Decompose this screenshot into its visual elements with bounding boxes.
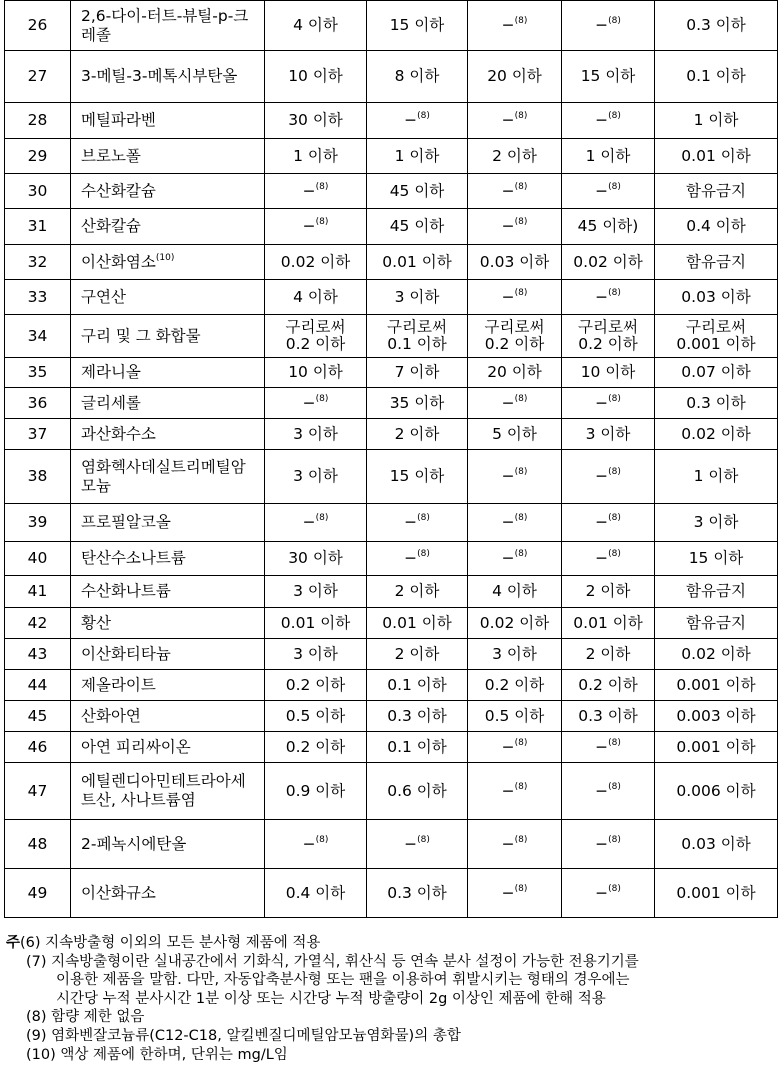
limit-value: 3 이하: [265, 419, 367, 450]
limit-value: 15 이하: [655, 542, 778, 576]
substance-name: 염화헥사데실트리메틸암모늄: [71, 450, 265, 504]
limit-value: 3 이하: [562, 419, 655, 450]
limit-value: 2 이하: [562, 639, 655, 670]
footnote-ref: (8): [514, 549, 528, 559]
limit-value: 구리로써 0.001 이하: [655, 315, 778, 358]
table-row: [5, 820, 778, 869]
row-number: 49: [5, 869, 71, 918]
footnote-8: (8) 함량 제한 없음: [26, 1009, 145, 1026]
limit-value: 20 이하: [468, 358, 562, 388]
limit-value: −$^{(8)}$: [562, 504, 655, 542]
limit-value: −$^{(8)}$: [468, 542, 562, 576]
limit-value: −$^{(8)}$: [468, 869, 562, 918]
footnote-ref: (8): [514, 287, 528, 298]
limit-value: 2 이하: [367, 639, 468, 670]
limit-value: 10 이하: [265, 51, 367, 103]
limit-value: −$^{(8)}$: [562, 820, 655, 869]
limit-value: 0.02 이하: [265, 245, 367, 280]
limit-value: 구리로써 0.2 이하: [468, 315, 562, 358]
footnote-mark: 주: [6, 935, 21, 951]
limit-value: 3 이하: [655, 504, 778, 542]
footnote-ref: (8): [417, 111, 430, 121]
footnote-ref: (8): [315, 181, 329, 192]
table-row: [5, 542, 778, 576]
table-row: [5, 608, 778, 639]
table-row: [5, 504, 778, 542]
limit-value: 3 이하: [367, 280, 468, 315]
limit-value: 함유금지: [655, 608, 778, 639]
limit-value: 4 이하: [468, 576, 562, 608]
row-number: 40: [5, 542, 71, 576]
limit-value: −$^{(8)}$: [265, 174, 367, 209]
row-number: 47: [5, 763, 71, 820]
footnote-ref: (8): [514, 513, 528, 523]
limit-value: 0.4 이하: [655, 209, 778, 245]
row-number: 33: [5, 280, 71, 315]
limit-value: 1 이하: [655, 450, 778, 504]
substance-name: 2,6-다이-터트-뷰틸-p-크레졸: [71, 1, 265, 51]
limit-value: 15 이하: [562, 51, 655, 103]
row-number: 29: [5, 139, 71, 174]
table-row: [5, 419, 778, 450]
limit-value: −$^{(8)}$: [562, 542, 655, 576]
table-row: [5, 1, 778, 51]
substance-name: 구리 및 그 화합물: [71, 315, 265, 358]
footnote-ref: (8): [608, 781, 621, 792]
footnote-ref: (8): [514, 883, 528, 894]
limit-value: 0.03 이하: [468, 245, 562, 280]
limit-value: 0.2 이하: [265, 732, 367, 763]
footnote-ref: (8): [514, 393, 528, 404]
table-row: [5, 639, 778, 670]
limit-value: 0.03 이하: [655, 820, 778, 869]
limit-value: 10 이하: [562, 358, 655, 388]
footnote-7: (7) 지속방출형이란 실내공간에서 기화식, 가열식, 휘산식 등 연속 분사 설정이 가능한 전용기기를: [26, 953, 639, 970]
limit-value: −$^{(8)}$: [468, 103, 562, 139]
table-row: [5, 701, 778, 732]
table-row: [5, 174, 778, 209]
footnote-ref: (8): [514, 737, 528, 748]
table-row: [5, 869, 778, 918]
limit-value: 0.3 이하: [367, 701, 468, 732]
limit-value: −$^{(8)}$: [265, 388, 367, 419]
limit-value: 0.003 이하: [655, 701, 778, 732]
limit-value: −$^{(8)}$: [468, 388, 562, 419]
row-number: 45: [5, 701, 71, 732]
table-row: [5, 139, 778, 174]
limit-value: −$^{(8)}$: [265, 504, 367, 542]
limit-value: 2 이하: [367, 419, 468, 450]
limit-value: 0.5 이하: [468, 701, 562, 732]
substance-name: 산화칼슘: [71, 209, 265, 245]
limit-value: 0.3 이하: [655, 388, 778, 419]
regulation-table: [4, 0, 778, 918]
limit-value: 0.1 이하: [655, 51, 778, 103]
limit-value: 2 이하: [367, 576, 468, 608]
substance-name: 제올라이트: [71, 670, 265, 701]
table-row: [5, 315, 778, 358]
limit-value: −$^{(8)}$: [562, 1, 655, 51]
footnote-ref: (8): [608, 737, 621, 748]
limit-value: 0.01 이하: [367, 608, 468, 639]
limit-value: 35 이하: [367, 388, 468, 419]
substance-name: 메틸파라벤: [71, 103, 265, 139]
limit-value: 3 이하: [468, 639, 562, 670]
footnote-ref: (8): [315, 217, 329, 227]
substance-name: 2-페녹시에탄올: [71, 820, 265, 869]
limit-value: 0.01 이하: [265, 608, 367, 639]
footnote-ref: (8): [514, 111, 528, 121]
table-row: [5, 732, 778, 763]
table-row: [5, 245, 778, 280]
limit-value: −$^{(8)}$: [367, 103, 468, 139]
limit-value: 구리로써 0.2 이하: [562, 315, 655, 358]
limit-value: −$^{(8)}$: [468, 820, 562, 869]
limit-value: −$^{(8)}$: [468, 209, 562, 245]
footnote-ref: (8): [608, 834, 621, 845]
limit-value: −$^{(8)}$: [468, 732, 562, 763]
row-number: 36: [5, 388, 71, 419]
limit-value: 10 이하: [265, 358, 367, 388]
table-row: [5, 51, 778, 103]
limit-value: 2 이하: [468, 139, 562, 174]
limit-value: −$^{(8)}$: [562, 869, 655, 918]
footnote-7-cont-2: 시간당 누적 분사시간 1분 이상 또는 시간당 누적 방출량이 2g 이상인 제품에 한해 적용: [56, 990, 606, 1007]
footnote-ref: (8): [608, 883, 621, 894]
row-number: 43: [5, 639, 71, 670]
limit-value: −$^{(8)}$: [562, 450, 655, 504]
footnote-ref: (8): [608, 111, 621, 121]
limit-value: 2 이하: [562, 576, 655, 608]
limit-value: −$^{(8)}$: [562, 280, 655, 315]
limit-value: 1 이하: [562, 139, 655, 174]
limit-value: 0.2 이하: [468, 670, 562, 701]
limit-value: 7 이하: [367, 358, 468, 388]
footnote-ref: (8): [608, 287, 621, 298]
substance-name: 아연 피리싸이온: [71, 732, 265, 763]
limit-value: 4 이하: [265, 1, 367, 51]
substance-name: 탄산수소나트륨: [71, 542, 265, 576]
substance-name: 이산화티타늄: [71, 639, 265, 670]
limit-value: 3 이하: [265, 576, 367, 608]
substance-name: 에틸렌디아민테트라아세트산, 사나트륨염: [71, 763, 265, 820]
row-number: 37: [5, 419, 71, 450]
limit-value: 0.03 이하: [655, 280, 778, 315]
limit-value: 0.02 이하: [562, 245, 655, 280]
limit-value: −$^{(8)}$: [265, 209, 367, 245]
limit-value: 0.3 이하: [655, 1, 778, 51]
limit-value: 30 이하: [265, 103, 367, 139]
footnote-ref: (8): [417, 513, 430, 523]
table-row: [5, 280, 778, 315]
footnote-7-cont-1: 이용한 제품을 말함. 다만, 자동압축분사형 또는 팬을 이용하여 휘발시키는 형태의 경우에는: [56, 972, 630, 989]
limit-value: 3 이하: [265, 450, 367, 504]
limit-value: 45 이하: [367, 209, 468, 245]
limit-value: −$^{(8)}$: [468, 450, 562, 504]
row-number: 38: [5, 450, 71, 504]
substance-name: 수산화칼슘: [71, 174, 265, 209]
limit-value: 20 이하: [468, 51, 562, 103]
limit-value: −$^{(8)}$: [468, 1, 562, 51]
row-number: 32: [5, 245, 71, 280]
limit-value: 30 이하: [265, 542, 367, 576]
limit-value: 0.2 이하: [265, 670, 367, 701]
table-row: [5, 670, 778, 701]
limit-value: 0.3 이하: [562, 701, 655, 732]
limit-value: −$^{(8)}$: [562, 103, 655, 139]
table-row: [5, 763, 778, 820]
table-row: [5, 576, 778, 608]
limit-value: 0.4 이하: [265, 869, 367, 918]
limit-value: −$^{(8)}$: [265, 820, 367, 869]
limit-value: −$^{(8)}$: [468, 763, 562, 820]
row-number: 46: [5, 732, 71, 763]
footnote-ref: (8): [608, 467, 621, 477]
limit-value: 0.2 이하: [562, 670, 655, 701]
substance-name: 구연산: [71, 280, 265, 315]
limit-value: 5 이하: [468, 419, 562, 450]
row-number: 35: [5, 358, 71, 388]
substance-name: 프로필알코올: [71, 504, 265, 542]
footnote-ref: (8): [514, 834, 528, 845]
footnote-ref: (8): [514, 217, 528, 227]
limit-value: 0.07 이하: [655, 358, 778, 388]
footnote-ref: (8): [608, 549, 621, 559]
row-number: 28: [5, 103, 71, 139]
limit-value: 4 이하: [265, 280, 367, 315]
footnote-ref: (8): [315, 513, 329, 523]
table-row: [5, 103, 778, 139]
footnote-ref: (8): [608, 181, 621, 192]
limit-value: −$^{(8)}$: [468, 174, 562, 209]
substance-name: 글리세롤: [71, 388, 265, 419]
row-number: 39: [5, 504, 71, 542]
footnotes: [6, 934, 776, 1064]
limit-value: 0.02 이하: [655, 639, 778, 670]
table-row: [5, 358, 778, 388]
footnote-10: (10) 액상 제품에 한하며, 단위는 mg/L임: [26, 1046, 288, 1063]
limit-value: 1 이하: [367, 139, 468, 174]
limit-value: −$^{(8)}$: [468, 504, 562, 542]
row-number: 41: [5, 576, 71, 608]
substance-name: 이산화염소$^{(10)}$: [71, 245, 265, 280]
limit-value: −$^{(8)}$: [468, 280, 562, 315]
limit-value: 45 이하): [562, 209, 655, 245]
limit-value: 0.01 이하: [367, 245, 468, 280]
limit-value: 1 이하: [265, 139, 367, 174]
limit-value: 0.02 이하: [468, 608, 562, 639]
limit-value: −$^{(8)}$: [367, 820, 468, 869]
footnote-6: 주(6) 지속방출형 이외의 모든 분사형 제품에 적용: [6, 935, 321, 951]
limit-value: 함유금지: [655, 174, 778, 209]
substance-name: 브로노폴: [71, 139, 265, 174]
substance-name: 수산화나트륨: [71, 576, 265, 608]
limit-value: 0.006 이하: [655, 763, 778, 820]
table-row: [5, 209, 778, 245]
limit-value: 15 이하: [367, 1, 468, 51]
limit-value: −$^{(8)}$: [562, 388, 655, 419]
limit-value: 1 이하: [655, 103, 778, 139]
limit-value: 0.3 이하: [367, 869, 468, 918]
row-number: 48: [5, 820, 71, 869]
footnote-ref: (8): [315, 834, 329, 845]
substance-name: 황산: [71, 608, 265, 639]
limit-value: 3 이하: [265, 639, 367, 670]
footnote-ref: (8): [417, 834, 430, 845]
limit-value: 0.001 이하: [655, 732, 778, 763]
footnote-ref: (8): [608, 16, 621, 26]
limit-value: −$^{(8)}$: [367, 542, 468, 576]
limit-value: 0.6 이하: [367, 763, 468, 820]
limit-value: 0.5 이하: [265, 701, 367, 732]
footnote-ref: (8): [514, 16, 528, 26]
row-number: 34: [5, 315, 71, 358]
row-number: 42: [5, 608, 71, 639]
limit-value: 0.001 이하: [655, 670, 778, 701]
limit-value: 구리로써 0.1 이하: [367, 315, 468, 358]
limit-value: −$^{(8)}$: [367, 504, 468, 542]
limit-value: 45 이하: [367, 174, 468, 209]
footnote-ref: (8): [417, 549, 430, 559]
substance-name: 이산화규소: [71, 869, 265, 918]
limit-value: 구리로써 0.2 이하: [265, 315, 367, 358]
limit-value: 15 이하: [367, 450, 468, 504]
substance-name: 3-메틸-3-메톡시부탄올: [71, 51, 265, 103]
limit-value: −$^{(8)}$: [562, 732, 655, 763]
substance-name: 산화아연: [71, 701, 265, 732]
substance-name: 과산화수소: [71, 419, 265, 450]
limit-value: 0.01 이하: [562, 608, 655, 639]
row-number: 31: [5, 209, 71, 245]
footnote-ref: (8): [514, 467, 528, 477]
limit-value: 0.9 이하: [265, 763, 367, 820]
table-row: [5, 388, 778, 419]
footnote-ref: (8): [608, 513, 621, 523]
limit-value: 함유금지: [655, 576, 778, 608]
limit-value: 0.02 이하: [655, 419, 778, 450]
footnote-ref: (8): [514, 181, 528, 192]
limit-value: −$^{(8)}$: [562, 174, 655, 209]
limit-value: −$^{(8)}$: [562, 763, 655, 820]
row-number: 30: [5, 174, 71, 209]
footnote-9: (9) 염화벤잘코늄류(C12-C18, 알킬벤질디메틸암모늄염화물)의 총합: [26, 1027, 461, 1044]
substance-name: 제라니올: [71, 358, 265, 388]
table-row: [5, 450, 778, 504]
footnote-ref: (8): [315, 393, 329, 404]
limit-value: 0.1 이하: [367, 732, 468, 763]
row-number: 44: [5, 670, 71, 701]
row-number: 27: [5, 51, 71, 103]
limit-value: 함유금지: [655, 245, 778, 280]
limit-value: 0.001 이하: [655, 869, 778, 918]
limit-value: 0.01 이하: [655, 139, 778, 174]
footnote-ref: (10): [155, 252, 175, 263]
limit-value: 8 이하: [367, 51, 468, 103]
limit-value: 0.1 이하: [367, 670, 468, 701]
row-number: 26: [5, 1, 71, 51]
footnote-ref: (8): [608, 393, 621, 404]
footnote-ref: (8): [514, 781, 528, 792]
